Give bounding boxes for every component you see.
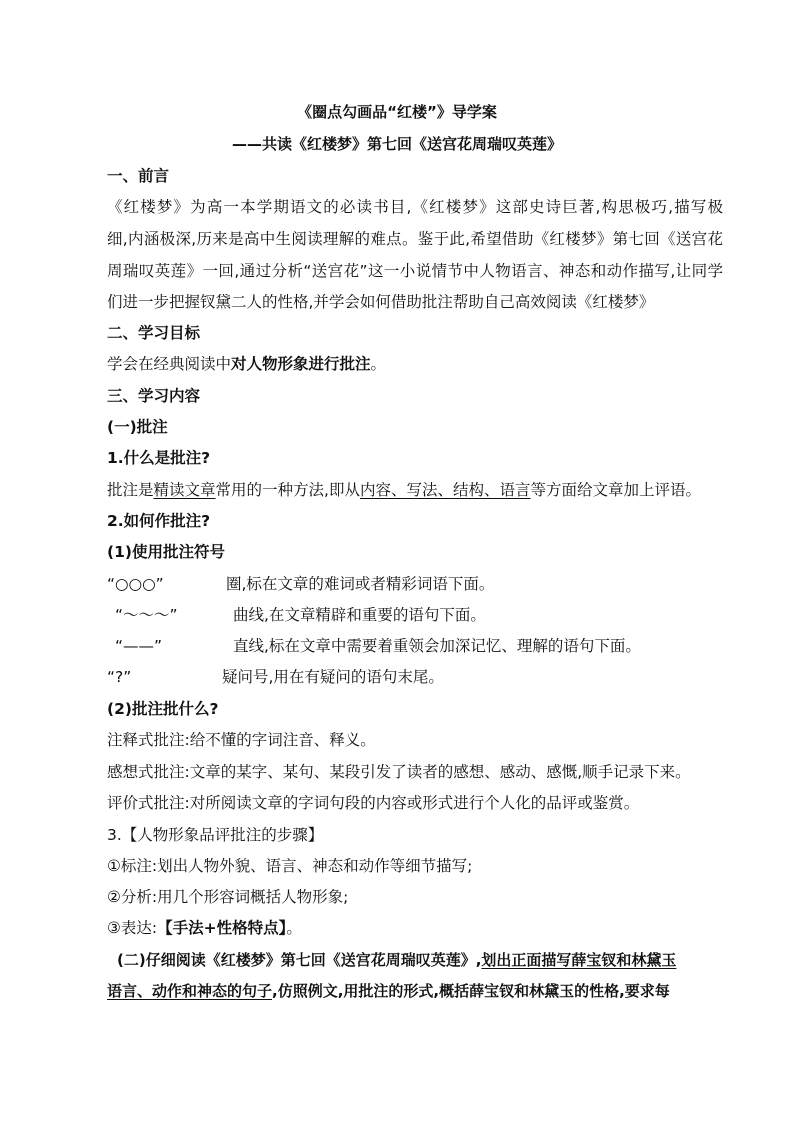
task-underline-1: 划出正面描写薛宝钗和林黛玉 (481, 951, 677, 969)
symbol-question-desc: 疑问号,用在有疑问的语句末尾。 (222, 668, 444, 686)
symbol-straight: “——” (115, 637, 163, 655)
symbol-wavy: “～～～” (115, 606, 178, 624)
definition-underline-2: 内容、写法、结构、语言 (359, 481, 531, 499)
task-rest: ,仿照例文,用批注的形式,概括薛宝钗和林黛玉的性格,要求每 (272, 982, 670, 1000)
task-line-2 (107, 981, 723, 1001)
foreword-line-1: 《红楼梦》为高一本学期语文的必读书目,《红楼梦》这部史诗巨著,构思极巧,描写极 (107, 198, 723, 216)
symbols-heading: (1)使用批注符号 (107, 543, 225, 561)
task-line-1 (117, 950, 723, 970)
step-3 (107, 918, 302, 938)
definition-text-1: 批注是 (107, 481, 154, 499)
question-heading-what: 1.什么是批注? (107, 449, 211, 467)
symbol-circle: “○○○” (107, 575, 164, 593)
definition-underline-1: 精读文章 (153, 481, 216, 499)
objective-text: 学会在经典阅读中 (107, 355, 232, 373)
section-heading-objectives: 二、学习目标 (107, 324, 201, 342)
definition-text-2: 常用的一种方法,即从 (215, 481, 360, 499)
annotation-type-evaluative: 评价式批注:对所阅读文章的字词句段的内容或形式进行个人化的品评或鉴赏。 (107, 794, 640, 812)
part-heading-annotation: (一)批注 (107, 418, 168, 436)
step-3-label: ③表达: (107, 919, 158, 937)
definition-text-3: 等方面给文章加上评语。 (530, 481, 701, 499)
foreword-line-3: 周瑞叹英莲》一回,通过分析“送宫花”这一小说情节中人物语言、神态和动作描写,让同学 (107, 262, 723, 280)
section-heading-content: 三、学习内容 (107, 387, 201, 405)
task-underline-2: 语言、动作和神态的句子 (107, 982, 273, 1000)
step-3-formula: 【手法+性格特点】 (157, 919, 287, 937)
symbol-circle-desc: 圈,标在文章的难词或者精彩词语下面。 (226, 575, 495, 593)
symbol-wavy-desc: 曲线,在文章精辟和重要的语句下面。 (233, 606, 486, 624)
section-heading-foreword: 一、前言 (107, 167, 170, 185)
steps-heading: 3.【人物形象品评批注的步骤】 (107, 826, 324, 844)
annotation-type-reflective: 感想式批注:文章的某字、某句、某段引发了读者的感想、感动、感慨,顺手记录下来。 (107, 763, 691, 781)
task-intro: (二)仔细阅读《红楼梦》第七回《送宫花周瑞叹英莲》, (117, 951, 482, 969)
symbol-question: “?” (107, 668, 132, 686)
doc-subtitle: ——共读《红楼梦》第七回《送宫花周瑞叹英莲》 (231, 135, 562, 153)
foreword-line-4: 们进一步把握钗黛二人的性格,并学会如何借助批注帮助自己高效阅读《红楼梦》 (107, 293, 655, 311)
objective-line (107, 354, 386, 374)
step-1: ①标注:划出人物外貌、语言、神态和动作等细节描写; (107, 857, 473, 875)
foreword-line-2: 细,内涵极深,历来是高中生阅读理解的难点。鉴于此,希望借助《红楼梦》第七回《送宫花 (107, 230, 723, 248)
definition-line (107, 480, 701, 500)
doc-title: 《圈点勾画品“红楼”》导学案 (297, 103, 497, 121)
step-2: ②分析:用几个形容词概括人物形象; (107, 888, 349, 906)
annotation-type-explanatory: 注释式批注:给不懂的字词注音、释义。 (107, 731, 376, 749)
question-heading-how: 2.如何作批注? (107, 512, 211, 530)
symbol-straight-desc: 直线,标在文章中需要着重领会加深记忆、理解的语句下面。 (233, 637, 641, 655)
objective-emphasis: 对人物形象进行批注 (231, 355, 371, 373)
step-3-end: 。 (286, 919, 302, 937)
what-heading: (2)批注批什么? (107, 700, 219, 718)
objective-end: 。 (370, 355, 387, 373)
